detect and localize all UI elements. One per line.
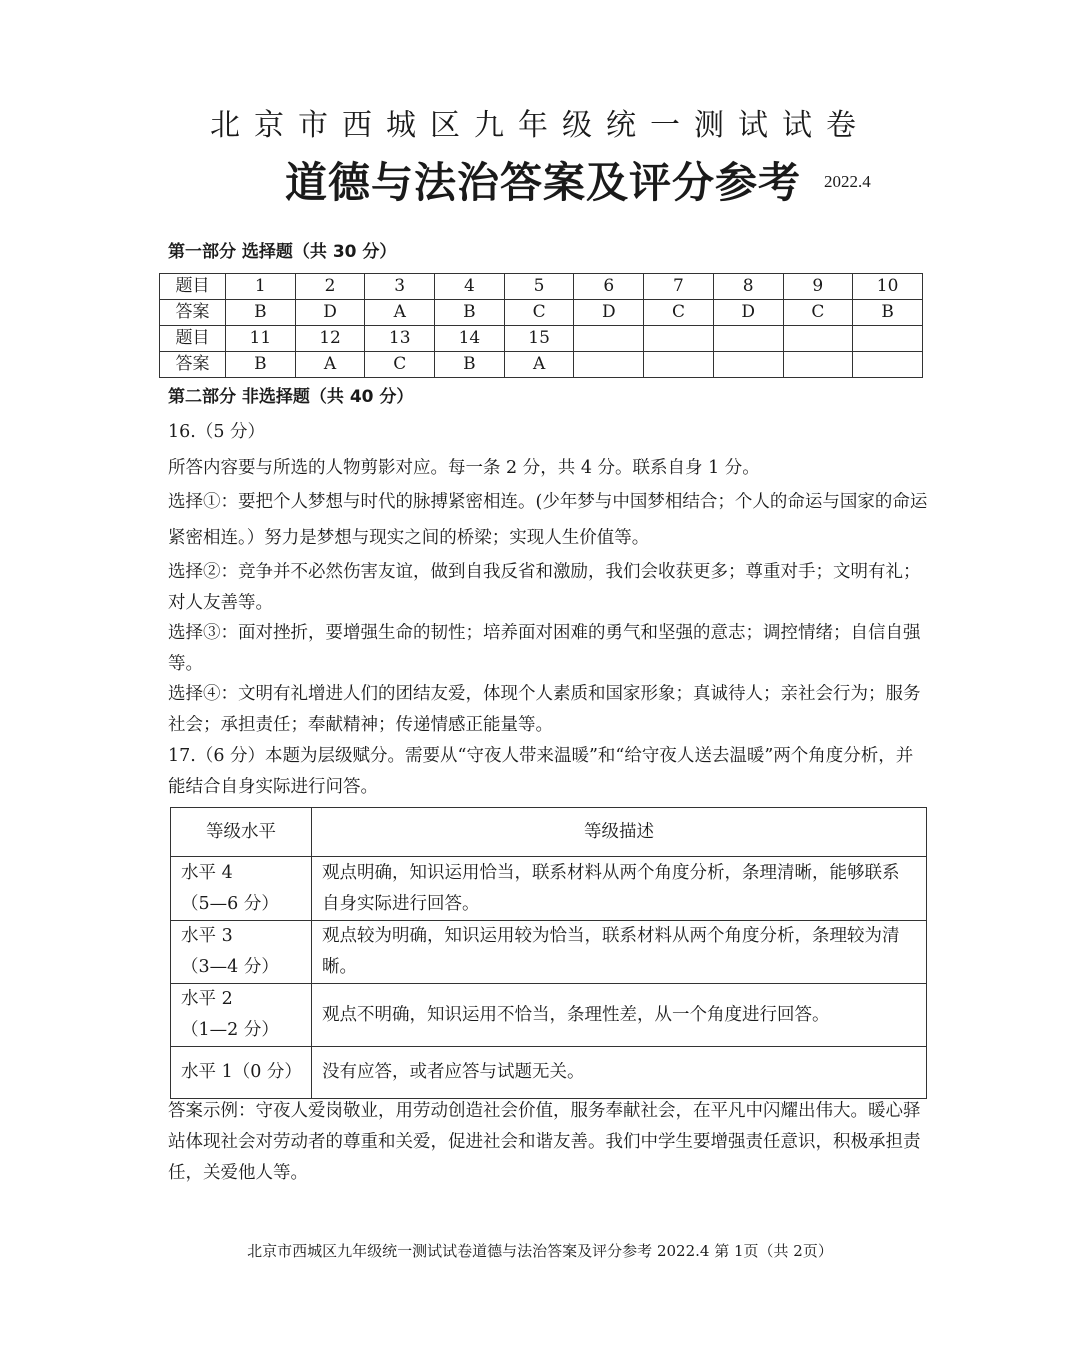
level-row: [171, 1047, 927, 1099]
part1-heading: 第一部分 选择题（共 30 分）: [168, 242, 397, 262]
page-footer: 北京市西城区九年级统一测试试卷道德与法治答案及评分参考 2022.4 第 1页（共 2页）: [247, 1242, 833, 1260]
answer-cell: A: [365, 300, 435, 326]
answer-cell: C: [365, 352, 435, 378]
answer-cell: A: [504, 352, 574, 378]
level-score: （1—2 分）: [181, 1020, 279, 1040]
level-cell: [171, 921, 312, 984]
answer-cell: D: [574, 300, 644, 326]
answer-cell: 13: [365, 326, 435, 352]
level-header: 等级水平: [171, 808, 312, 857]
answer-cell: C: [644, 300, 714, 326]
description-header: 等级描述: [312, 808, 927, 857]
answer-table-row: [160, 352, 923, 378]
answer-key-table: [159, 273, 923, 378]
level-score: （5—6 分）: [181, 893, 279, 914]
level-cell: [171, 1047, 312, 1099]
level-name: 水平 2: [181, 989, 233, 1009]
answer-cell: [783, 352, 853, 378]
part2-heading: 第二部分 非选择题（共 40 分）: [168, 387, 414, 407]
answer-table-row: [160, 274, 923, 300]
answer-cell: [853, 326, 923, 352]
answer-cell: 6: [574, 274, 644, 300]
q16-choice1: 选择①：要把个人梦想与时代的脉搏紧密相连。(少年梦与中国梦相结合；个人的命运与国家的命运紧密相连。）努力是梦想与现实之间的桥梁；实现人生价值等。: [168, 492, 928, 548]
answer-cell: C: [783, 300, 853, 326]
answer-cell: [644, 326, 714, 352]
answer-cell: 14: [435, 326, 505, 352]
answer-cell: C: [504, 300, 574, 326]
q17-intro: 17.（6 分）本题为层级赋分。需要从“守夜人带来温暖”和“给守夜人送去温暖”两个角度分析，并能结合自身实际进行问答。: [168, 746, 914, 797]
level-row: [171, 921, 927, 984]
row-label-cell: 题目: [160, 274, 226, 300]
q16-title: 16.（5 分）: [168, 422, 266, 442]
level-row: [171, 857, 927, 921]
document-date: 2022.4: [824, 172, 871, 191]
answer-cell: 7: [644, 274, 714, 300]
levels-header-row: [171, 808, 927, 857]
answer-cell: 11: [226, 326, 296, 352]
answer-cell: 15: [504, 326, 574, 352]
answer-cell: B: [435, 300, 505, 326]
q16-choice2: 选择②：竞争并不必然伤害友谊，做到自我反省和激励，我们会收获更多；尊重对手；文明有礼；对人友善等。: [168, 562, 921, 613]
answer-cell: B: [435, 352, 505, 378]
level-description: 观点明确，知识运用恰当，联系材料从两个角度分析，条理清晰，能够联系自身实际进行回答。: [312, 857, 927, 921]
answer-cell: B: [853, 300, 923, 326]
answer-cell: D: [295, 300, 365, 326]
row-label-cell: 答案: [160, 352, 226, 378]
level-name: 水平 3: [181, 926, 233, 946]
level-score: （3—4 分）: [181, 957, 279, 977]
level-cell: [171, 984, 312, 1047]
answer-cell: 4: [435, 274, 505, 300]
answer-cell: [644, 352, 714, 378]
level-description: 没有应答，或者应答与试题无关。: [312, 1047, 927, 1099]
grading-levels-table: [170, 807, 927, 1099]
level-description: 观点较为明确，知识运用较为恰当，联系材料从两个角度分析，条理较为清晰。: [312, 921, 927, 984]
exam-title: 北京市西城区九年级统一测试试卷: [210, 108, 870, 143]
answer-table-row: [160, 300, 923, 326]
answer-cell: [574, 326, 644, 352]
answer-cell: 1: [226, 274, 296, 300]
level-cell: [171, 857, 312, 921]
answer-cell: [713, 326, 783, 352]
answer-cell: 9: [783, 274, 853, 300]
answer-cell: D: [713, 300, 783, 326]
answer-cell: B: [226, 300, 296, 326]
q16-choice4: 选择④：文明有礼增进人们的团结友爱，体现个人素质和国家形象；真诚待人；亲社会行为；服务社会；承担责任；奉献精神；传递情感正能量等。: [168, 684, 921, 735]
answer-cell: 5: [504, 274, 574, 300]
answer-cell: 12: [295, 326, 365, 352]
answer-cell: [783, 326, 853, 352]
answer-table-row: [160, 326, 923, 352]
level-name: 水平 4: [181, 862, 233, 883]
level-name: 水平 1（0 分）: [181, 1062, 302, 1082]
answer-cell: B: [226, 352, 296, 378]
answer-cell: 10: [853, 274, 923, 300]
answer-cell: A: [295, 352, 365, 378]
q17-example-answer: 答案示例：守夜人爱岗敬业，用劳动创造社会价值，服务奉献社会，在平凡中闪耀出伟大。暖心驿站体现社会对劳动者的尊重和关爱，促进社会和谐友善。我们中学生要增强责任意识，积极承担责任，关爱他人等。: [168, 1101, 921, 1183]
answer-cell: 3: [365, 274, 435, 300]
answer-cell: 8: [713, 274, 783, 300]
level-description: 观点不明确，知识运用不恰当，条理性差，从一个角度进行回答。: [312, 984, 927, 1047]
document-title: 道德与法治答案及评分参考: [285, 158, 802, 207]
answer-cell: 2: [295, 274, 365, 300]
answer-cell: [853, 352, 923, 378]
row-label-cell: 题目: [160, 326, 226, 352]
row-label-cell: 答案: [160, 300, 226, 326]
answer-cell: [574, 352, 644, 378]
q16-choice3: 选择③：面对挫折，要增强生命的韧性；培养面对困难的勇气和坚强的意志；调控情绪；自信自强等。: [168, 623, 921, 674]
answer-cell: [713, 352, 783, 378]
level-row: [171, 984, 927, 1047]
q16-intro: 所答内容要与所选的人物剪影对应。每一条 2 分，共 4 分。联系自身 1 分。: [168, 458, 760, 478]
